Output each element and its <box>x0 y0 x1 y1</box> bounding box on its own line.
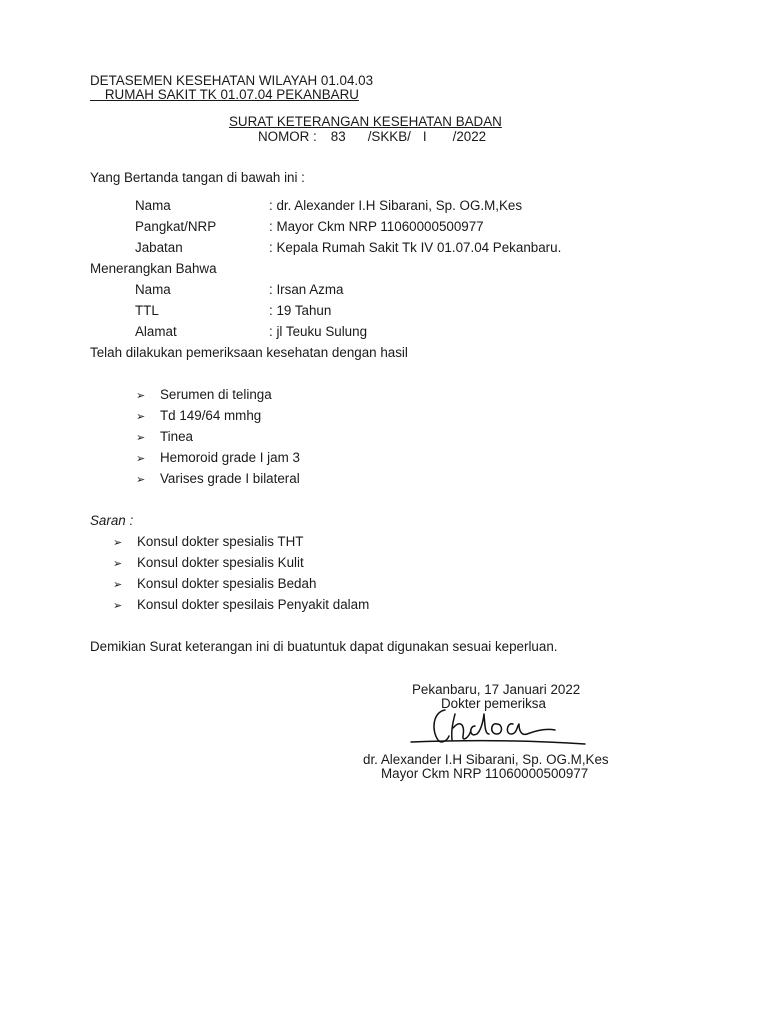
signer-role: Dokter pemeriksa <box>441 696 546 711</box>
number-value: 83 <box>330 129 346 144</box>
arrow-bullet-icon: ➢ <box>136 390 146 402</box>
declares-text: Menerangkan Bahwa <box>90 261 217 276</box>
finding-item <box>136 472 300 486</box>
arrow-bullet-icon: ➢ <box>113 579 123 591</box>
advice-text: Konsul dokter spesialis Kulit <box>137 555 304 570</box>
advice-label: Saran : <box>90 513 134 528</box>
finding-item <box>136 451 300 465</box>
closing-text: Demikian Surat keterangan ini di buatuntuk dapat digunakan sesuai keperluan. <box>90 639 558 654</box>
advice-text: Konsul dokter spesialis Bedah <box>137 576 317 591</box>
letter-number <box>258 130 486 143</box>
advice-item <box>113 577 316 591</box>
finding-item <box>136 430 193 444</box>
arrow-bullet-icon: ➢ <box>136 474 146 486</box>
arrow-bullet-icon: ➢ <box>136 432 146 444</box>
finding-text: Hemoroid grade I jam 3 <box>160 450 300 465</box>
number-roman: I <box>422 129 427 144</box>
number-year: /2022 <box>452 129 487 144</box>
handwritten-signature <box>405 700 605 752</box>
patient-address-label: Alamat <box>135 324 177 339</box>
exam-intro-text: Telah dilakukan pemeriksaan kesehatan dengan hasil <box>90 345 408 360</box>
patient-age-value: : 19 Tahun <box>269 303 332 318</box>
agency-name: DETASEMEN KESEHATAN WILAYAH 01.04.03 <box>90 73 374 88</box>
hospital-name: RUMAH SAKIT TK 01.07.04 PEKANBARU <box>90 87 359 102</box>
finding-text: Serumen di telinga <box>160 387 272 402</box>
number-mid: /SKKB/ <box>367 129 411 144</box>
signer-rank-nrp: Mayor Ckm NRP 11060000500977 <box>381 766 589 781</box>
arrow-bullet-icon: ➢ <box>113 558 123 570</box>
signer-position-label: Jabatan <box>135 240 183 255</box>
finding-text: Varises grade I bilateral <box>160 471 300 486</box>
patient-name-label: Nama <box>135 282 171 297</box>
finding-text: Td 149/64 mmhg <box>160 408 262 423</box>
advice-item <box>113 556 304 570</box>
finding-item <box>136 388 272 402</box>
signer-position-value: : Kepala Rumah Sakit Tk IV 01.07.04 Pekanbaru. <box>269 240 562 255</box>
arrow-bullet-icon: ➢ <box>136 411 146 423</box>
signer-name-value: : dr. Alexander I.H Sibarani, Sp. OG.M,Kes <box>269 198 523 213</box>
arrow-bullet-icon: ➢ <box>113 537 123 549</box>
advice-text: Konsul dokter spesialis THT <box>137 534 304 549</box>
letter-title: SURAT KETERANGAN KESEHATAN BADAN <box>229 114 502 129</box>
patient-address-value: : jl Teuku Sulung <box>269 324 368 339</box>
advice-item <box>113 535 303 549</box>
arrow-bullet-icon: ➢ <box>136 453 146 465</box>
signer-rank-value: : Mayor Ckm NRP 11060000500977 <box>269 219 484 234</box>
patient-name-value: : Irsan Azma <box>269 282 344 297</box>
patient-age-label: TTL <box>135 303 159 318</box>
number-label: NOMOR : <box>258 129 317 144</box>
place-date: Pekanbaru, 17 Januari 2022 <box>412 682 581 697</box>
finding-item <box>136 409 261 423</box>
advice-item <box>113 598 369 612</box>
advice-text: Konsul dokter spesilais Penyakit dalam <box>137 597 370 612</box>
intro-text: Yang Bertanda tangan di bawah ini : <box>90 170 305 185</box>
arrow-bullet-icon: ➢ <box>113 600 123 612</box>
signer-full-name: dr. Alexander I.H Sibarani, Sp. OG.M,Kes <box>363 752 609 767</box>
signer-rank-label: Pangkat/NRP <box>135 219 217 234</box>
finding-text: Tinea <box>160 429 193 444</box>
signer-name-label: Nama <box>135 198 171 213</box>
